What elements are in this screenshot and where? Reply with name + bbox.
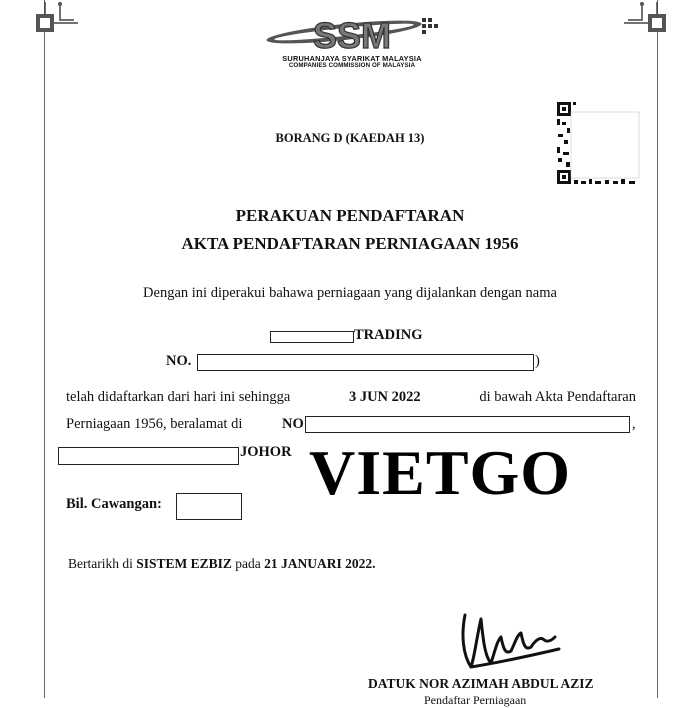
branch-count-label: Bil. Cawangan: <box>66 496 162 512</box>
left-page-border <box>44 0 45 698</box>
certificate-title: PERAKUAN PENDAFTARAN <box>235 206 465 225</box>
right-page-border <box>657 0 658 698</box>
business-name-redaction <box>270 331 354 343</box>
validity-text-post: di bawah Akta Pendaftaran <box>479 389 636 405</box>
registrar-title: Pendaftar Perniagaan <box>424 693 527 707</box>
dated-pre: Bertarikh di <box>68 556 133 571</box>
address-intro: Perniagaan 1956, beralamat di <box>66 416 243 432</box>
address-redaction-2 <box>58 447 239 465</box>
intro-text: Dengan ini diperakui bahawa perniagaan yang dijalankan dengan nama <box>143 285 557 301</box>
corner-ornament-left <box>30 0 90 35</box>
dated-line <box>68 556 376 572</box>
business-name-suffix: TRADING <box>354 327 423 343</box>
address-comma: , <box>632 416 636 432</box>
registration-number-close: ) <box>535 353 540 369</box>
logo-mark-text: SSM <box>312 15 392 56</box>
act-title: AKTA PENDAFTARAN PERNIAGAAN 1956 <box>181 234 519 253</box>
address-state: JOHOR <box>240 444 292 460</box>
registration-number-redaction <box>197 354 534 371</box>
vietgo-watermark: VIETGO <box>309 437 572 508</box>
validity-line <box>66 389 636 406</box>
corner-ornament-right <box>612 0 672 35</box>
dated-mid: pada <box>235 556 261 571</box>
validity-text-pre: telah didaftarkan dari hari ini sehingga <box>66 389 291 405</box>
branch-count-box <box>176 493 242 520</box>
logo-name-english: COMPANIES COMMISSION OF MALAYSIA <box>288 62 416 69</box>
logo-name-malay: SURUHANJAYA SYARIKAT MALAYSIA <box>282 54 422 63</box>
expiry-date: 3 JUN 2022 <box>348 389 421 405</box>
dated-system: SISTEM EZBIZ <box>136 556 232 571</box>
registration-number-label: NO. <box>166 353 192 369</box>
registrar-name: DATUK NOR AZIMAH ABDUL AZIZ <box>368 676 594 691</box>
address-redaction-1 <box>305 416 630 433</box>
address-no-label: NO <box>282 416 304 432</box>
form-code: BORANG D (KAEDAH 13) <box>275 131 425 145</box>
dated-date: 21 JANUARI 2022. <box>264 556 376 571</box>
registrar-signature <box>455 605 565 677</box>
